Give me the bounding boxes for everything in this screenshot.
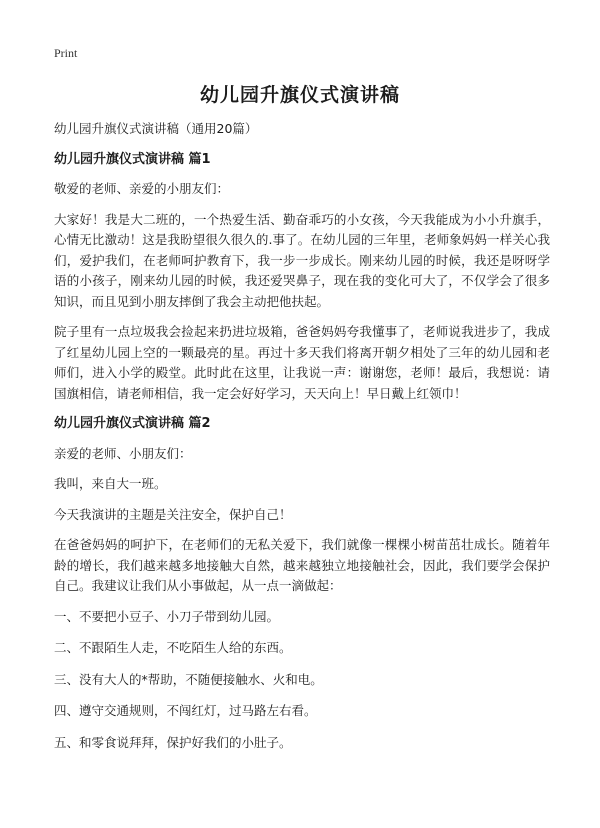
list-item: 三、没有大人的*帮助，不随便接触水、火和电。 — [54, 671, 323, 687]
paragraph: 大家好！我是大二班的，一个热爱生活、勤奋乖巧的小女孩，今天我能成为小小升旗手，心情无比激动！这是我盼望很久很久的.事了。在幼儿园的三年里，老师象妈妈一样关心我们，爱护我们，在老师呵护教育下，我一步一步成长。刚来幼儿园的时候，我还是呀呀学语的小孩子，刚来幼儿园的时候，我还爱哭鼻子，现在我的变化可大了，不仅学会了很多知识，而且见到小朋友摔倒了我会主动把他扶起。 — [54, 211, 550, 309]
article-subtitle: 幼儿园升旗仪式演讲稿（通用20篇） — [54, 121, 258, 136]
section-heading-1: 幼儿园升旗仪式演讲稿 篇1 — [54, 151, 211, 167]
list-item: 四、遵守交通规则，不闯红灯，过马路左右看。 — [54, 703, 317, 718]
print-link[interactable]: Print — [54, 46, 78, 60]
paragraph: 敬爱的老师、亲爱的小朋友们： — [54, 181, 230, 196]
list-item: 一、不要把小豆子、小刀子带到幼儿园。 — [54, 608, 280, 624]
paragraph: 在爸爸妈妈的呵护下，在老师们的无私关爱下，我们就像一棵棵小树苗茁壮成长。随着年龄的增长，我们越来越多地接触大自然，越来越独立地接触社会，因此，我们要学会保护自己。我建议让我们从小事做起，从一点一滴做起： — [54, 537, 550, 593]
list-item: 二、不跟陌生人走，不吃陌生人给的东西。 — [54, 640, 292, 655]
list-item: 五、和零食说拜拜，保护好我们的小肚子。 — [54, 734, 292, 750]
page-title: 幼儿园升旗仪式演讲稿 — [199, 84, 400, 106]
section-heading-2: 幼儿园升旗仪式演讲稿 篇2 — [54, 416, 211, 431]
article-body — [54, 119, 550, 764]
paragraph: 亲爱的老师、小朋友们： — [54, 445, 192, 461]
paragraph: 院子里有一点垃圾我会捡起来扔进垃圾箱，爸爸妈妈夸我懂事了，老师说我进步了，我成了红星幼儿园上空的一颗最亮的星。再过十多天我们将离开朝夕相处了三年的幼儿园和老师们，进入小学的殿堂。此时此在这里，让我说一声：谢谢您，老师！最后，我想说：请国旗相信，请老师相信，我一定会好好学习，天天向上！早日戴上红领巾！ — [54, 324, 550, 401]
paragraph: 今天我演讲的主题是关注安全，保护自己！ — [54, 506, 292, 522]
paragraph: 我叫，来自大一班。 — [54, 476, 167, 491]
